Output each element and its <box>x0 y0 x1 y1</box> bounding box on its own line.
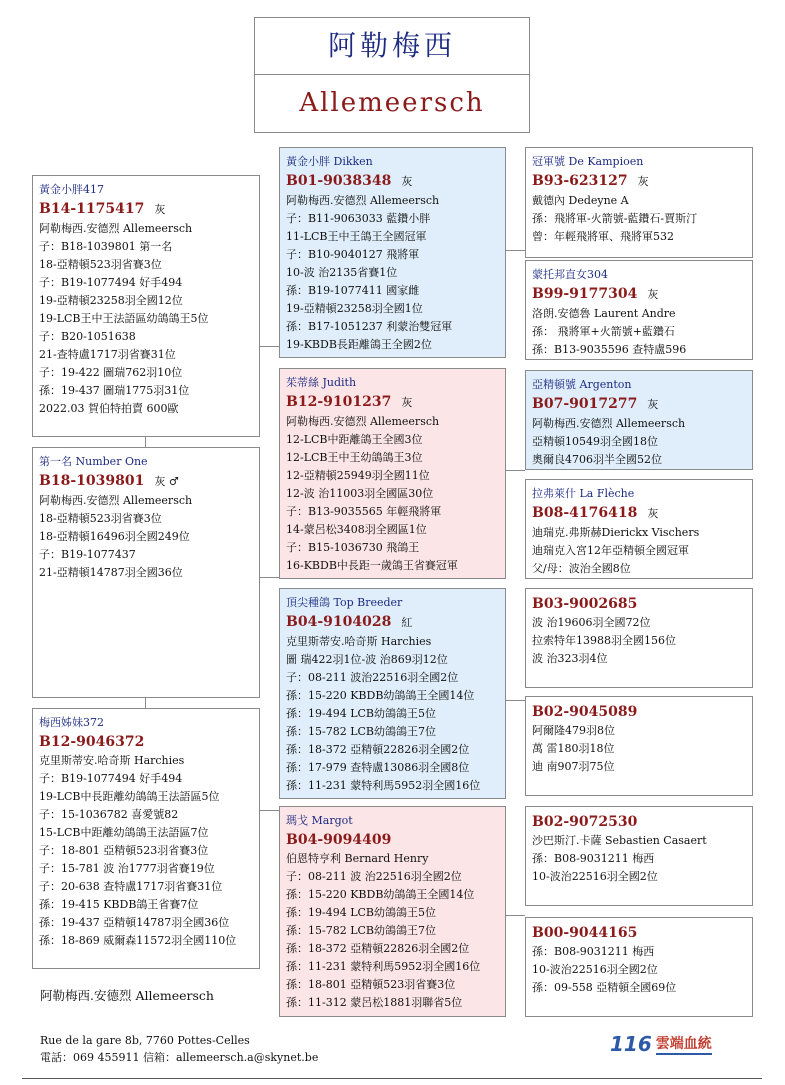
great-grandparent-box-3 <box>525 370 753 470</box>
pedigree-line: 孫：B17-1051237 利蒙治雙冠軍 <box>286 320 453 333</box>
ring-number-row <box>532 503 746 524</box>
ring-number-row <box>532 594 746 614</box>
ring-number-row <box>532 284 746 305</box>
pedigree-line: 沙巴斯汀.卡薩 Sebastien Casaert <box>532 834 707 847</box>
great-grandparent-box-2 <box>525 260 753 360</box>
pigeon-name: 冠軍號 De Kampioen <box>532 155 644 168</box>
pedigree-line: 迪瑞克.弗斯赫Dierickx Vischers <box>532 526 700 539</box>
pedigree-line: 孫：18-869 威爾森11572羽全國110位 <box>39 934 237 947</box>
ring-number: B02-9045089 <box>532 704 638 720</box>
title-english: Allemeersch <box>299 88 485 118</box>
connector <box>259 810 279 811</box>
pedigree-line: 11-LCB王中王鴿王全國冠軍 <box>286 230 427 243</box>
pedigree-line: 孫：19-437 圖瑞1775羽31位 <box>39 384 190 397</box>
pedigree-line: 21-亞精頓14787羽全國36位 <box>39 566 183 579</box>
pedigree-line: 子：B11-9063033 藍鑽小胖 <box>286 212 431 225</box>
connector <box>505 470 525 471</box>
pedigree-line: 圖 瑞422羽1位-波 治869羽12位 <box>286 653 448 666</box>
pedigree-line: 孫：B08-9031211 梅西 <box>532 945 655 958</box>
pedigree-line: 阿爾隆479羽8位 <box>532 724 615 737</box>
great-grandparent-box-5 <box>525 588 753 688</box>
great-grandparent-box-8 <box>525 917 753 1017</box>
ring-number-row <box>39 199 253 220</box>
pedigree-line: 孫：11-231 蒙特利馬5952羽全國16位 <box>286 779 481 792</box>
pedigree-line: 19-亞精頓23258羽全國1位 <box>286 302 423 315</box>
pedigree-line: 孫：18-372 亞精頓22826羽全國2位 <box>286 743 470 756</box>
pedigree-line: 19-LCB王中王法語區幼鴿鴿王5位 <box>39 312 209 325</box>
pigeon-name: 亞精頓號 Argenton <box>532 378 632 391</box>
ring-number: B14-1175417 <box>39 201 145 217</box>
plumage-color: 灰 <box>637 175 649 188</box>
pedigree-line: 伯恩特亨利 Bernard Henry <box>286 852 429 865</box>
ring-number: B04-9094409 <box>286 832 392 848</box>
pedigree-line: 孫：11-231 蒙特利馬5952羽全國16位 <box>286 960 481 973</box>
ring-number: B01-9038348 <box>286 173 392 189</box>
pedigree-line: 孫：19-494 LCB幼鴿鴿王5位 <box>286 707 437 720</box>
pigeon-name: 梅西姊妹372 <box>39 716 104 729</box>
ring-number: B08-4176418 <box>532 505 638 521</box>
pigeon-name: 瑪戈 Margot <box>286 814 353 827</box>
pedigree-line: 阿勒梅西.安德烈 Allemeersch <box>286 415 440 428</box>
pedigree-line: 迪瑞克入宮12年亞精頓全國冠軍 <box>532 544 689 557</box>
pedigree-line: 迪 南907羽75位 <box>532 760 615 773</box>
pedigree-line: 子：B18-1039801 第一名 <box>39 240 173 253</box>
pedigree-line: 孫：19-415 KBDB鴿王省賽7位 <box>39 898 199 911</box>
ring-number: B04-9104028 <box>286 614 392 630</box>
pedigree-line: 10-波 治2135省賽1位 <box>286 266 398 279</box>
pedigree-line: 10-波治22516羽全國2位 <box>532 870 658 883</box>
pedigree-line: 子：19-422 圖瑞762羽10位 <box>39 366 183 379</box>
contact-text: 電話：069 455911 信箱：allemeersch.a@skynet.be <box>40 1051 319 1064</box>
connector <box>505 250 525 251</box>
pedigree-line: 孫：19-437 亞精頓14787羽全國36位 <box>39 916 230 929</box>
ring-number-row <box>532 923 746 943</box>
ring-number-row <box>39 471 253 492</box>
pigeon-name: 蒙托邦直女304 <box>532 268 608 281</box>
plumage-color: 灰 <box>401 175 413 188</box>
grandsire-maternal-box <box>279 588 506 799</box>
sire-box <box>32 175 260 437</box>
address-text: Rue de la gare 8b, 7760 Pottes-Celles <box>40 1034 250 1047</box>
pigeon-name: 第一名 Number One <box>39 455 148 468</box>
owner-name: 阿勒梅西.安德烈 Allemeersch <box>40 988 214 1003</box>
pedigree-line: 曾：年輕飛將軍、飛將軍532 <box>532 230 674 243</box>
pedigree-line: 子：B19-1077437 <box>39 548 136 561</box>
pedigree-line: 亞精頓10549羽全國18位 <box>532 435 658 448</box>
connector <box>259 577 279 578</box>
pedigree-line: 12-亞精頓25949羽全國11位 <box>286 469 430 482</box>
pedigree-line: 子：15-1036782 喜愛號82 <box>39 808 179 821</box>
pedigree-line: 克里斯蒂安.哈奇斯 Harchies <box>286 635 432 648</box>
pedigree-line: 孫：15-782 LCB幼鴿鴿王7位 <box>286 725 437 738</box>
ring-number: B93-623127 <box>532 173 628 189</box>
pedigree-line: 阿勒梅西.安德烈 Allemeersch <box>532 417 686 430</box>
granddam-maternal-box <box>279 806 506 1017</box>
logo-number: 116 <box>610 1032 652 1056</box>
logo-text: 雲端血統 <box>656 1033 712 1055</box>
pedigree-line: 子：B13-9035565 年輕飛將軍 <box>286 505 442 518</box>
plumage-color: 紅 <box>401 616 413 629</box>
pedigree-line: 子：20-638 查特盧1717羽省賽31位 <box>39 880 223 893</box>
pedigree-line: 子：15-781 波 治1777羽省賽19位 <box>39 862 215 875</box>
pedigree-line: 波 治19606羽全國72位 <box>532 616 651 629</box>
ring-number: B03-9002685 <box>532 596 638 612</box>
plumage-color: 灰 <box>647 507 659 520</box>
great-grandparent-box-4 <box>525 479 753 579</box>
pedigree-line: 14-蒙呂松3408羽全國區1位 <box>286 523 427 536</box>
pedigree-line: 子：B19-1077494 好手494 <box>39 276 183 289</box>
pedigree-line: 萬 雷180羽18位 <box>532 742 615 755</box>
ring-number-row <box>286 392 499 413</box>
ring-number-row <box>532 812 746 832</box>
pedigree-line: 孫：18-372 亞精頓22826羽全國2位 <box>286 942 470 955</box>
pedigree-line: 18-亞精頓523羽省賽3位 <box>39 512 162 525</box>
pedigree-line: 孫：09-558 亞精頓全國69位 <box>532 981 677 994</box>
self-box <box>32 447 260 698</box>
connector <box>259 346 279 347</box>
plumage-color: 灰 <box>154 203 166 216</box>
great-grandparent-box-1 <box>525 147 753 258</box>
grandsire-paternal-box <box>279 147 506 358</box>
pedigree-line: 2022.03 賀伯特拍賣 600歐 <box>39 402 179 415</box>
pigeon-name: 拉弗萊什 La Flèche <box>532 487 635 500</box>
brand-logo <box>610 1030 712 1058</box>
pedigree-line: 16-KBDB中長距一歲鴿王省賽冠軍 <box>286 559 458 572</box>
pedigree-line: 19-亞精頓23258羽全國12位 <box>39 294 183 307</box>
pedigree-line: 孫：15-220 KBDB幼鴿鴿王全國14位 <box>286 888 475 901</box>
plumage-color: 灰 <box>647 288 659 301</box>
pedigree-line: 子：08-211 波 治22516羽全國2位 <box>286 870 462 883</box>
pigeon-name: 黃金小胖417 <box>39 183 104 196</box>
connector <box>145 437 146 447</box>
ring-number-row <box>532 171 746 192</box>
pedigree-line: 戴德內 Dedeyne A <box>532 194 629 207</box>
pedigree-line: 子：18-801 亞精頓523羽省賽3位 <box>39 844 209 857</box>
pedigree-title <box>254 17 530 133</box>
pigeon-name: 黃金小胖 Dikken <box>286 155 373 168</box>
pedigree-line: 孫：17-979 查特盧13086羽全國8位 <box>286 761 470 774</box>
pedigree-line: 孫：11-312 蒙呂松1881羽聯省5位 <box>286 996 463 1009</box>
connector <box>505 700 525 701</box>
pedigree-line: 阿勒梅西.安德烈 Allemeersch <box>286 194 440 207</box>
great-grandparent-box-7 <box>525 806 753 906</box>
ring-number: B18-1039801 <box>39 473 145 489</box>
ring-number: B99-9177304 <box>532 286 638 302</box>
pedigree-line: 波 治323羽4位 <box>532 652 608 665</box>
pedigree-line: 12-波 治11003羽全國區30位 <box>286 487 434 500</box>
pigeon-name: 頂尖種鴿 Top Breeder <box>286 596 403 609</box>
pedigree-line: 孫：B08-9031211 梅西 <box>532 852 655 865</box>
pedigree-line: 12-LCB中距離鴿王全國3位 <box>286 433 423 446</box>
pedigree-line: 孫：18-801 亞精頓523羽省賽3位 <box>286 978 456 991</box>
connector <box>505 915 525 916</box>
great-grandparent-box-6 <box>525 696 753 796</box>
ring-number: B12-9101237 <box>286 394 392 410</box>
pedigree-line: 子：B10-9040127 飛將軍 <box>286 248 420 261</box>
pedigree-line: 奧爾良4706羽半全國52位 <box>532 453 662 466</box>
plumage-color: 灰 ♂ <box>154 475 179 488</box>
ring-number: B07-9017277 <box>532 396 638 412</box>
granddam-paternal-box <box>279 368 506 579</box>
pedigree-line: 孫：15-220 KBDB幼鴿鴿王全國14位 <box>286 689 475 702</box>
pedigree-line: 12-LCB王中王幼鴿鴿王3位 <box>286 451 423 464</box>
ring-number: B02-9072530 <box>532 814 638 830</box>
pedigree-line: 子：B19-1077494 好手494 <box>39 772 183 785</box>
pedigree-line: 15-LCB中距離幼鴿鴿王法語區7位 <box>39 826 209 839</box>
pedigree-line: 10-波治22516羽全國2位 <box>532 963 658 976</box>
ring-number-row <box>532 702 746 722</box>
dam-box <box>32 708 260 969</box>
ring-number-row <box>39 732 253 752</box>
pedigree-line: 孫：B19-1077411 國家雌 <box>286 284 420 297</box>
connector <box>145 698 146 708</box>
pedigree-line: 子：B20-1051638 <box>39 330 136 343</box>
pedigree-line: 18-亞精頓16496羽全國249位 <box>39 530 190 543</box>
pedigree-line: 孫：19-494 LCB幼鴿鴿王5位 <box>286 906 437 919</box>
ring-number-row <box>532 394 746 415</box>
pigeon-name: 茱蒂絲 Judith <box>286 376 357 389</box>
plumage-color: 灰 <box>401 396 413 409</box>
title-chinese: 阿勒梅西 <box>255 18 529 75</box>
pedigree-line: 克里斯蒂安.哈奇斯 Harchies <box>39 754 185 767</box>
pedigree-line: 子：B15-1036730 飛鴿王 <box>286 541 420 554</box>
ring-number: B00-9044165 <box>532 925 638 941</box>
ring-number: B12-9046372 <box>39 734 145 750</box>
pedigree-line: 21-查特盧1717羽省賽31位 <box>39 348 176 361</box>
pedigree-line: 洛朗.安德魯 Laurent Andre <box>532 307 676 320</box>
pedigree-line: 孫：飛將軍-火箭號-藍鑽石-賈斯汀 <box>532 212 698 225</box>
ring-number-row <box>286 830 499 850</box>
pedigree-line: 18-亞精頓523羽省賽3位 <box>39 258 162 271</box>
pedigree-line: 拉索特年13988羽全國156位 <box>532 634 676 647</box>
ring-number-row <box>286 171 499 192</box>
pedigree-line: 孫：B13-9035596 查特盧596 <box>532 343 687 356</box>
pedigree-line: 阿勒梅西.安德烈 Allemeersch <box>39 222 193 235</box>
pedigree-line: 孫： 飛將軍+火箭號+藍鑽石 <box>532 325 675 338</box>
owner-address-block <box>40 1032 318 1066</box>
pedigree-line: 19-LCB中長距離幼鴿鴿王法語區5位 <box>39 790 220 803</box>
page-divider <box>22 1078 762 1079</box>
plumage-color: 灰 <box>647 398 659 411</box>
pedigree-line: 19-KBDB長距離鴿王全國2位 <box>286 338 432 351</box>
pedigree-line: 父/母：波治全國8位 <box>532 562 631 575</box>
pedigree-line: 阿勒梅西.安德烈 Allemeersch <box>39 494 193 507</box>
pedigree-line: 孫：15-782 LCB幼鴿鴿王7位 <box>286 924 437 937</box>
ring-number-row <box>286 612 499 633</box>
pedigree-line: 子：08-211 波治22516羽全國2位 <box>286 671 459 684</box>
